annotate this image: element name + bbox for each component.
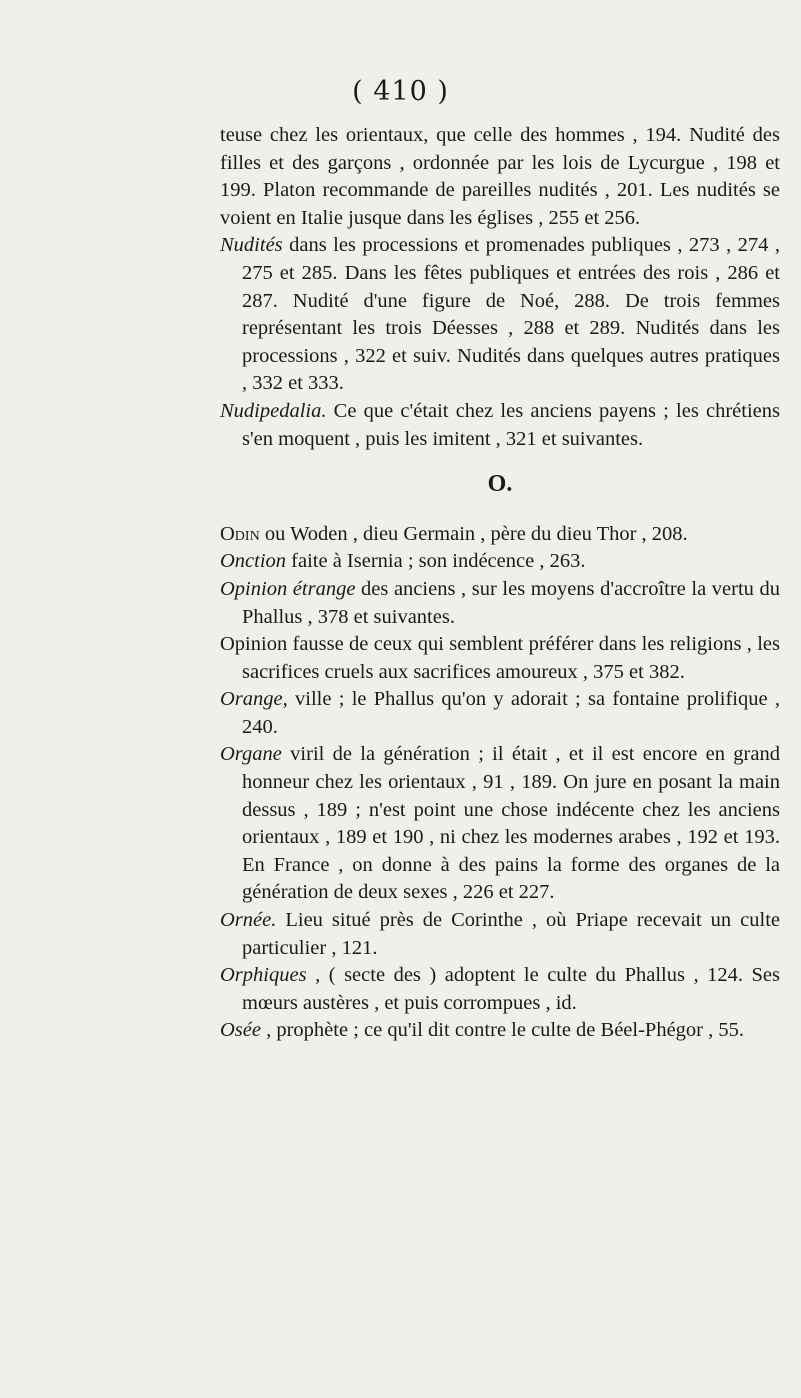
- entry-text: Opinion fausse de ceux qui semblent préférer dans les religions , les sacrifices cruels aux sacrifices amoureux , 375 et 382.: [220, 633, 780, 683]
- entry-head: Ornée.: [220, 909, 277, 932]
- index-entry-orange: [220, 686, 780, 741]
- index-entry-organe: [220, 741, 780, 907]
- entry-head: Orphiques ,: [220, 964, 321, 987]
- entry-head: Nudités: [220, 234, 283, 257]
- entry-head: Orange,: [220, 688, 288, 711]
- index-entry-onction: [220, 548, 780, 576]
- entry-text: ville ; le Phallus qu'on y adorait ; sa fontaine prolifique , 240.: [242, 688, 780, 738]
- entry-text: ( secte des ) adoptent le culte du Phallus , 124. Ses mœurs austères , et puis corrompues , id.: [242, 964, 780, 1014]
- entry-head: Osée ,: [220, 1019, 272, 1042]
- entry-text: dans les processions et promenades publiques , 273 , 274 , 275 et 285. Dans les fêtes publiques et entrées des rois , 286 et 287. Nudité d'une figure de Noé, 288. De trois femmes représentant les trois Déesses , 288 et 289. Nudités dans les processions , 322 et suiv. Nudités dans quelques autres pratiques , 332 et 333.: [242, 234, 780, 395]
- entry-head: Odin: [220, 522, 260, 545]
- section-letter-heading: O.: [487, 471, 513, 498]
- entry-text: prophète ; ce qu'il dit contre le culte de Béel-Phégor , 55.: [271, 1019, 744, 1042]
- index-entry-orphiques: [220, 962, 780, 1017]
- index-entry-odin: [220, 521, 780, 549]
- index-entry-opinion-etrange: [220, 576, 780, 631]
- index-text: [220, 122, 780, 1045]
- entry-text: viril de la génération ; il était , et il est encore en grand honneur chez les orientaux , 91 , 189. On jure en posant la main dessus , 189 ; n'est point une chose indécente chez les anciens orientaux , 189 et 190 , ni chez les modernes arabes , 192 et 193. En France , on donne à des pains la forme des organes de la génération de deux sexes , 226 et 227.: [242, 743, 780, 904]
- entry-text: ou Woden , dieu Germain , père du dieu Thor , 208.: [259, 522, 688, 545]
- entry-text: faite à Isernia ; son indécence , 263.: [286, 550, 586, 573]
- index-entry-osee: [220, 1017, 780, 1045]
- index-entry-opinion-fausse: [220, 631, 780, 686]
- entry-text: Lieu situé près de Corinthe , où Priape recevait un culte particulier , 121.: [242, 909, 780, 959]
- index-entry-ornee: [220, 907, 780, 962]
- entry-head: Onction: [220, 550, 287, 573]
- index-entry-continuation: [220, 122, 780, 232]
- entry-head: Organe: [220, 743, 282, 766]
- entry-head: Nudipedalia.: [220, 399, 327, 422]
- index-entry-nudipedalia: [220, 398, 780, 453]
- page-number: ( 410 ): [352, 76, 449, 107]
- entry-text: Ce que c'était chez les anciens payens ; les chrétiens s'en moquent , puis les imitent , 321 et suivantes.: [242, 399, 780, 450]
- index-entry-nudites: [220, 232, 780, 398]
- entry-text: des anciens , sur les moyens d'accroître la vertu du Phallus , 378 et suivantes.: [242, 577, 780, 628]
- entry-head: Opinion étrange: [220, 577, 356, 600]
- entry-text: teuse chez les orientaux, que celle des hommes , 194. Nudité des filles et des garçons , ordonnée par les lois de Lycurgue , 198 et 199. Platon recommande de pareilles nudités , 201. Les nudités se voient en Italie jusque dans les églises , 255 et 256.: [220, 124, 780, 229]
